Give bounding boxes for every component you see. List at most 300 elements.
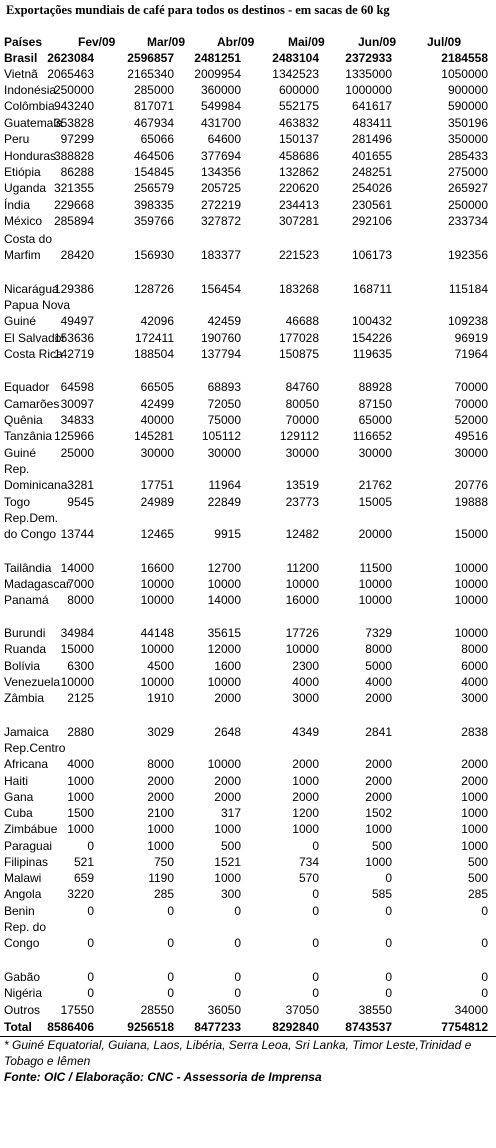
value-mai09: 13519	[285, 478, 319, 492]
value-jun09: 2000	[365, 757, 392, 771]
value-jun09: 119635	[352, 347, 392, 361]
value-jul09: 6000	[461, 659, 488, 673]
value-abr09: 75000	[207, 413, 241, 427]
value-jun09: 21762	[358, 478, 392, 492]
value-abr09: 137794	[200, 347, 241, 361]
value-jun09: 7329	[365, 626, 392, 640]
value-jul09: 20776	[454, 478, 488, 492]
country-name: Uganda	[4, 181, 47, 195]
value-abr09: 42459	[207, 314, 241, 328]
value-jul09: 1000	[461, 822, 488, 836]
value-jun09: 88928	[358, 380, 392, 394]
value-jun09: 254026	[351, 181, 392, 195]
value-abr09: 68893	[207, 380, 241, 394]
value-mai09: 552175	[278, 99, 319, 113]
value-fev09: 30097	[60, 397, 94, 411]
value-jul09: 1000	[461, 839, 488, 853]
value-mai09: 463832	[278, 116, 319, 130]
value-abr09: 64600	[207, 132, 241, 146]
value-abr09: 183377	[200, 248, 241, 262]
value-fev09: 521	[73, 855, 94, 869]
value-abr09: 300	[220, 887, 241, 901]
value-mar09: 1000	[147, 839, 174, 853]
value-fev09: 0	[87, 970, 94, 984]
value-jun09: 1502	[365, 806, 392, 820]
value-mar09: 65066	[140, 132, 174, 146]
value-jun09: 483411	[352, 116, 392, 130]
value-mar09: 24989	[140, 495, 174, 509]
value-mai09: 12482	[285, 527, 319, 541]
value-mar09: 16600	[140, 561, 174, 575]
value-mai09: 150137	[278, 132, 319, 146]
value-jul09: 0	[481, 904, 488, 918]
value-fev09: 153636	[53, 331, 94, 345]
value-mar09: 40000	[140, 413, 174, 427]
country-name: Filipinas	[4, 855, 49, 869]
value-jun09: 15005	[358, 495, 392, 509]
value-fev09: 4000	[67, 757, 94, 771]
value-fev09: 2065463	[47, 67, 94, 81]
value-mai09: 0	[312, 986, 319, 1000]
value-jun09: 8743537	[345, 1020, 392, 1034]
country-name: Papua Nova	[4, 298, 71, 312]
value-jul09: 0	[481, 970, 488, 984]
value-fev09: 6300	[67, 659, 94, 673]
value-abr09: 105112	[201, 429, 241, 443]
value-abr09: 134356	[200, 165, 241, 179]
value-abr09: 500	[220, 839, 241, 853]
footnote: * Guiné Equatorial, Guiana, Laos, Libéria, Serra Leoa, Sri Lanka, Timor Leste,Trinidad e Tobago e Iêmen	[4, 1038, 472, 1068]
value-mai09: 84760	[285, 380, 319, 394]
country-name-line2: Guiné	[4, 314, 37, 328]
value-fev09: 142719	[53, 347, 94, 361]
value-mai09: 16000	[285, 593, 319, 607]
value-mai09: 46688	[285, 314, 319, 328]
value-jul09: 10000	[454, 561, 488, 575]
value-mar09: 285	[153, 887, 174, 901]
value-mai09: 2000	[292, 757, 319, 771]
source-note: Fonte: OIC / Elaboração: CNC - Assessoria de Imprensa	[4, 1070, 322, 1084]
value-mai09: 1200	[292, 806, 319, 820]
value-jul09: 500	[467, 855, 488, 869]
value-abr09: 360000	[200, 83, 241, 97]
value-mar09: 2000	[147, 774, 174, 788]
value-mar09: 285000	[133, 83, 174, 97]
value-mai09: 307281	[278, 214, 319, 228]
value-abr09: 327872	[200, 214, 241, 228]
header-abr09: Abr/09	[217, 35, 255, 49]
value-jun09: 248251	[351, 165, 392, 179]
value-jun09: 1000	[365, 855, 392, 869]
country-name: Madagascar	[4, 577, 71, 591]
value-jun09: 2000	[365, 790, 392, 804]
value-jun09: 65000	[358, 413, 392, 427]
value-abr09: 10000	[207, 577, 241, 591]
value-mar09: 0	[167, 904, 174, 918]
value-jun09: 38550	[358, 1003, 392, 1017]
header-jun09: Jun/09	[358, 35, 397, 49]
value-fev09: 229668	[53, 198, 94, 212]
value-jun09: 5000	[365, 659, 392, 673]
value-mar09: 398335	[133, 198, 174, 212]
value-mar09: 10000	[140, 642, 174, 656]
value-fev09: 1000	[67, 822, 94, 836]
value-jul09: 52000	[454, 413, 488, 427]
value-abr09: 10000	[207, 675, 241, 689]
country-name: Paraguai	[4, 839, 53, 853]
value-jun09: 0	[385, 970, 392, 984]
value-jul09: 109238	[447, 314, 488, 328]
country-name: Cuba	[4, 806, 33, 820]
country-name: Costa do	[4, 232, 53, 246]
value-mar09: 1000	[147, 822, 174, 836]
value-jul09: 1050000	[441, 67, 488, 81]
value-mar09: 12465	[140, 527, 174, 541]
value-abr09: 431700	[200, 116, 241, 130]
value-jul09: 115184	[448, 282, 488, 296]
value-jul09: 500	[467, 871, 488, 885]
value-fev09: 1000	[67, 790, 94, 804]
value-abr09: 0	[234, 936, 241, 950]
value-jul09: 192356	[447, 248, 488, 262]
value-abr09: 1600	[214, 659, 241, 673]
value-mar09: 3029	[147, 725, 174, 739]
value-mai09: 1342523	[272, 67, 319, 81]
value-jul09: 285	[467, 887, 488, 901]
value-mai09: 17726	[285, 626, 319, 640]
value-abr09: 1521	[214, 855, 241, 869]
value-fev09: 1500	[67, 806, 94, 820]
value-jun09: 401655	[351, 149, 392, 163]
value-jul09: 7754812	[441, 1020, 488, 1034]
value-fev09: 28420	[60, 248, 94, 262]
value-fev09: 13744	[60, 527, 94, 541]
value-fev09: 17550	[60, 1003, 94, 1017]
value-jul09: 70000	[454, 397, 488, 411]
country-name: Tailândia	[4, 561, 52, 575]
value-jul09: 2184558	[441, 51, 488, 65]
value-jun09: 4000	[365, 675, 392, 689]
value-jun09: 1000	[365, 822, 392, 836]
value-mai09: 10000	[285, 642, 319, 656]
country-name: Costa Rica	[4, 347, 63, 361]
country-name: Gabão	[4, 970, 41, 984]
value-abr09: 2009954	[194, 67, 241, 81]
value-fev09: 15000	[60, 642, 94, 656]
value-mar09: 4500	[147, 659, 174, 673]
value-abr09: 2648	[214, 725, 241, 739]
value-fev09: 34984	[60, 626, 94, 640]
value-mai09: 80050	[285, 397, 319, 411]
country-name: Nigéria	[4, 986, 43, 1000]
value-fev09: 0	[87, 936, 94, 950]
value-jul09: 15000	[454, 527, 488, 541]
value-jun09: 10000	[358, 593, 392, 607]
country-name: Índia	[4, 198, 31, 212]
country-name-line2: do Congo	[4, 527, 57, 541]
value-mar09: 66505	[140, 380, 174, 394]
value-mai09: 600000	[278, 83, 319, 97]
value-fev09: 0	[87, 904, 94, 918]
value-mar09: 8000	[147, 757, 174, 771]
country-name: Rep.Dem.	[4, 511, 59, 525]
country-name: Zimbábue	[4, 822, 58, 836]
value-fev09: 1000	[67, 774, 94, 788]
value-mar09: 2100	[147, 806, 174, 820]
value-jun09: 1335000	[345, 67, 392, 81]
value-abr09: 11964	[208, 478, 241, 492]
value-mai09: 734	[298, 855, 319, 869]
value-fev09: 9545	[67, 495, 94, 509]
value-jun09: 0	[385, 986, 392, 1000]
value-jun09: 2841	[365, 725, 392, 739]
value-jun09: 100432	[351, 314, 392, 328]
value-jul09: 350000	[447, 132, 488, 146]
value-mai09: 23773	[285, 495, 319, 509]
value-abr09: 205725	[200, 181, 241, 195]
country-name: Rep.Centro	[4, 741, 66, 755]
country-name: Zâmbia	[4, 691, 45, 705]
country-name: Etiópia	[4, 165, 41, 179]
value-mar09: 256579	[133, 181, 174, 195]
value-jul09: 1000	[461, 790, 488, 804]
value-jun09: 230561	[351, 198, 392, 212]
header-jul09: Jul/09	[427, 35, 462, 49]
value-jun09: 2000	[365, 691, 392, 705]
country-name: Togo	[4, 495, 31, 509]
value-fev09: 7000	[67, 577, 94, 591]
value-fev09: 388828	[53, 149, 94, 163]
country-name: Haiti	[4, 774, 29, 788]
value-abr09: 12000	[207, 642, 241, 656]
value-mai09: 1000	[292, 822, 319, 836]
value-jun09: 0	[385, 904, 392, 918]
country-name: Equador	[4, 380, 50, 394]
country-name: Guatemala	[4, 116, 63, 130]
value-jul09: 30000	[454, 446, 488, 460]
value-abr09: 1000	[214, 871, 241, 885]
value-fev09: 250000	[53, 83, 94, 97]
value-mar09: 9256518	[127, 1020, 174, 1034]
value-mar09: 467934	[133, 116, 174, 130]
value-abr09: 2000	[214, 790, 241, 804]
value-mar09: 1190	[148, 871, 174, 885]
value-mai09: 4000	[292, 675, 319, 689]
value-fev09: 2880	[67, 725, 94, 739]
value-mai09: 234413	[278, 198, 319, 212]
value-jun09: 168711	[352, 282, 392, 296]
value-mar09: 30000	[140, 446, 174, 460]
value-jul09: 34000	[454, 1003, 488, 1017]
value-mai09: 183268	[278, 282, 319, 296]
value-mar09: 2165340	[127, 67, 174, 81]
value-mar09: 0	[167, 986, 174, 1000]
value-jul09: 250000	[447, 198, 488, 212]
value-abr09: 156454	[200, 282, 241, 296]
value-jun09: 106173	[351, 248, 392, 262]
country-name: Rep. do	[4, 920, 47, 934]
country-name: Panamá	[4, 593, 49, 607]
value-mar09: 10000	[140, 577, 174, 591]
value-abr09: 2481251	[194, 51, 241, 65]
value-fev09: 34833	[60, 413, 94, 427]
value-mar09: 156930	[133, 248, 174, 262]
value-mar09: 188504	[133, 347, 174, 361]
country-name: Malawi	[4, 871, 42, 885]
value-fev09: 64598	[60, 380, 94, 394]
value-mar09: 10000	[140, 593, 174, 607]
value-mar09: 42499	[140, 397, 174, 411]
value-jul09: 900000	[447, 83, 488, 97]
country-name: Gana	[4, 790, 34, 804]
value-jul09: 265927	[447, 181, 488, 195]
value-jul09: 2000	[461, 757, 488, 771]
value-abr09: 72050	[207, 397, 241, 411]
country-name: Vietnã	[4, 67, 38, 81]
page-title: Exportações mundiais de café para todos os destinos - em sacas de 60 kg	[6, 3, 390, 17]
value-jun09: 292106	[351, 214, 392, 228]
value-jul09: 0	[481, 936, 488, 950]
country-name: Benin	[4, 904, 35, 918]
value-jul09: 233734	[447, 214, 488, 228]
value-mar09: 750	[153, 855, 174, 869]
value-fev09: 10000	[60, 675, 94, 689]
value-abr09: 377694	[200, 149, 241, 163]
value-jul09: 10000	[454, 593, 488, 607]
value-mai09: 0	[312, 887, 319, 901]
value-jun09: 87150	[358, 397, 392, 411]
country-name: Peru	[4, 132, 30, 146]
value-abr09: 272219	[200, 198, 241, 212]
country-name: Angola	[4, 887, 42, 901]
value-abr09: 30000	[207, 446, 241, 460]
value-fev09: 285894	[53, 214, 94, 228]
value-abr09: 0	[234, 970, 241, 984]
value-abr09: 0	[234, 904, 241, 918]
value-jun09: 500	[371, 839, 392, 853]
value-abr09: 1000	[214, 822, 241, 836]
country-name: Colômbia	[4, 99, 55, 113]
value-mai09: 70000	[285, 413, 319, 427]
value-mar09: 359766	[133, 214, 174, 228]
country-name-line2: Marfim	[4, 248, 41, 262]
country-name: Bolívia	[4, 659, 41, 673]
value-fev09: 2623084	[47, 51, 94, 65]
value-mar09: 172411	[134, 331, 174, 345]
value-jun09: 154226	[351, 331, 392, 345]
value-jun09: 641617	[351, 99, 392, 113]
value-mai09: 150875	[278, 347, 319, 361]
value-mar09: 44148	[140, 626, 174, 640]
country-name: Jamaica	[4, 725, 49, 739]
value-jun09: 20000	[358, 527, 392, 541]
value-abr09: 2000	[214, 774, 241, 788]
value-mar09: 0	[167, 936, 174, 950]
value-mar09: 17751	[140, 478, 174, 492]
country-name: Ruanda	[4, 642, 47, 656]
value-mai09: 129112	[279, 429, 319, 443]
country-name: Venezuela	[4, 675, 61, 689]
value-mai09: 3000	[292, 691, 319, 705]
value-mar09: 1910	[147, 691, 174, 705]
value-fev09: 86288	[60, 165, 94, 179]
value-jul09: 71964	[454, 347, 488, 361]
value-mar09: 10000	[140, 675, 174, 689]
value-jun09: 2000	[365, 774, 392, 788]
value-fev09: 943240	[53, 99, 94, 113]
value-fev09: 97299	[60, 132, 94, 146]
value-jul09: 1000	[461, 806, 488, 820]
value-jul09: 275000	[447, 165, 488, 179]
value-abr09: 549984	[200, 99, 241, 113]
header-mai09: Mai/09	[288, 35, 325, 49]
value-fev09: 25000	[60, 446, 94, 460]
header-fev09: Fev/09	[78, 35, 116, 49]
country-name: Honduras	[4, 149, 57, 163]
country-name: Indonésia	[4, 83, 57, 97]
value-fev09: 659	[73, 871, 94, 885]
value-mai09: 2000	[292, 790, 319, 804]
value-mai09: 2300	[292, 659, 319, 673]
value-fev09: 321355	[53, 181, 94, 195]
value-mai09: 1000	[292, 774, 319, 788]
country-name: Total	[4, 1020, 32, 1034]
value-fev09: 14000	[60, 561, 94, 575]
value-fev09: 125966	[53, 429, 94, 443]
value-jul09: 0	[481, 986, 488, 1000]
value-abr09: 14000	[207, 593, 241, 607]
value-abr09: 8477233	[194, 1020, 241, 1034]
value-abr09: 22849	[207, 495, 241, 509]
value-mar09: 0	[167, 970, 174, 984]
value-abr09: 0	[234, 986, 241, 1000]
value-mai09: 8292840	[272, 1020, 319, 1034]
value-mai09: 30000	[285, 446, 319, 460]
value-mar09: 145281	[133, 429, 174, 443]
value-jun09: 585	[371, 887, 392, 901]
header-countries: Países	[4, 35, 43, 49]
country-name-line2: Dominicana	[4, 478, 68, 492]
value-jun09: 30000	[358, 446, 392, 460]
value-fev09: 49497	[60, 314, 94, 328]
value-jun09: 0	[385, 936, 392, 950]
value-jul09: 70000	[454, 380, 488, 394]
value-jun09: 10000	[358, 577, 392, 591]
value-mar09: 2000	[147, 790, 174, 804]
value-mar09: 42096	[140, 314, 174, 328]
country-name: Outros	[4, 1003, 41, 1017]
country-name: México	[4, 214, 43, 228]
value-fev09: 8000	[67, 593, 94, 607]
value-jun09: 11500	[359, 561, 392, 575]
value-jun09: 116652	[352, 429, 392, 443]
value-mai09: 0	[312, 904, 319, 918]
value-abr09: 10000	[207, 757, 241, 771]
value-mai09: 132862	[278, 165, 319, 179]
value-abr09: 35615	[207, 626, 241, 640]
value-jul09: 49516	[454, 429, 488, 443]
value-mai09: 10000	[285, 577, 319, 591]
value-abr09: 317	[220, 806, 241, 820]
value-jun09: 281496	[351, 132, 392, 146]
value-jul09: 590000	[447, 99, 488, 113]
country-name: Nicarágua	[4, 282, 59, 296]
value-abr09: 190760	[200, 331, 241, 345]
country-name: Camarões	[4, 397, 60, 411]
value-abr09: 12700	[207, 561, 241, 575]
value-fev09: 0	[87, 839, 94, 853]
value-mai09: 570	[298, 871, 319, 885]
